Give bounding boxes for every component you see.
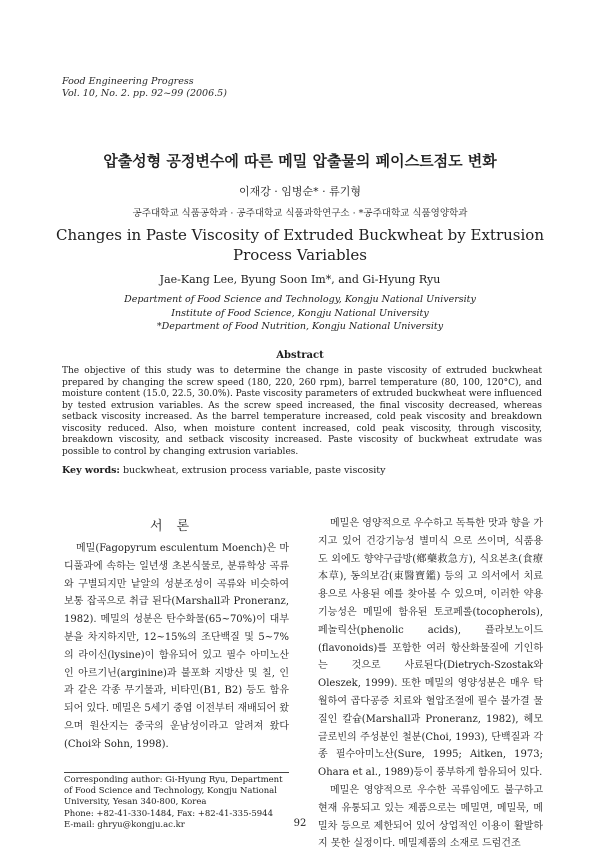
- affiliation-line1: Department of Food Science and Technology, Kongju National University: [124, 294, 476, 305]
- intro-paragraph-1: 메밀(Fagopyrum esculentum Moench)은 마디풀과에 속하는 일년생 초본식물로, 분류학상 곡류와 구별되지만 낱알의 성분조성이 곡류와 비슷하여 보통 잡곡으로 취급 된다(Marshall과 Proneranz, 1982). 메밀의 성분은 탄수화물(65~70%)이 대부분을 차지하지만, 12~15%의 조단백질 및 5~7%의 라이신(lysine)이 함유되어 있고 필수 아미노산인 아르기닌(arginine)과 불포화 지방산 및 칠, 인과 같은 각종 무기물과, 비타민(B1, B2) 등도 함유되어 있다. 메밀은 5세기 중엽 이전부터 재배되어 왔으며 원산지는 중국의 운남성이라고 알려져 왔다(Choi와 Sohn, 1998).: [64, 543, 289, 750]
- keywords-label: Key words:: [62, 465, 120, 476]
- corresponding-author: Corresponding author: Gi-Hyung Ryu, Department of Food Science and Technology, Kongju National University, Yesan 340-800, Korea: [64, 775, 283, 808]
- english-title-line2: Process Variables: [232, 246, 368, 264]
- english-title-line1: Changes in Paste Viscosity of Extruded Buckwheat by Extrusion: [56, 226, 544, 244]
- page-number: 92: [293, 818, 307, 829]
- korean-title: 압출성형 공정변수에 따른 메밀 압출물의 페이스트점도 변화: [103, 152, 497, 170]
- section-heading-introduction: 서론: [149, 519, 204, 534]
- intro-paragraph-2: 메밀은 영양적으로 우수하고 독특한 맛과 향을 가지고 있어 건강기능성 별미식 으로 쓰이며, 식품용도 외에도 향약구급방(鄕藥救急方), 식요본초(食療本草), 동의보감(東醫寶鑑) 등의 고 의서에서 치료용으로 사용된 예를 찾아볼 수 있으며, 이러한 약용기능성은 메밀에 함유된 토코페롤(tocopherols), 페놀릭산(phenolic acids), 플라보노이드(flavonoids)를 포함한 여러 항산화물질에 기인하는 것으로 사료된다(Dietrych-Szostak와 Oleszek, 1999). 또한 메밀의 영양성분은 매우 탁월하여 곱다공증 치료와 혈압조절에 필수 불가결 물질인 칼슘(Marshall과 Proneranz, 1982), 헤모글로빈의 주성분인 철분(Choi, 1993), 단백질과 각종 필수아미노산(Sure, 1995; Aitken, 1973; Ohara et al., 1989)등이 풍부하게 함유되어 있다.: [318, 518, 543, 779]
- keywords: [62, 465, 542, 476]
- abstract-body: The objective of this study was to determine the change in paste viscosity of extruded buckwheat prepared by changing the screw speed (180, 220, 260 rpm), barrel temperature (80, 100, 120°C), and moisture content (15.0, 22.5, 30.0%). Paste viscosity parameters of extruded buckwheat were influenced by tested extrusion variables. As the screw speed increased, the final viscosity decreased, whereas setback viscosity increased. As the barrel temperature increased, cold peak viscosity and breakdown viscosity reduced. Also, when moisture content increased, cold peak viscosity, through viscosity, breakdown viscosity, and setback viscosity increased. Paste viscosity of buckwheat extrudate was possible to control by changing extrusion variables.: [62, 366, 543, 457]
- journal-name: Food Engineering Progress: [62, 76, 194, 87]
- journal-info: [62, 76, 227, 100]
- korean-authors: 이재강 · 임병순* · 류기형: [238, 185, 362, 198]
- english-authors: Jae-Kang Lee, Byung Soon Im*, and Gi-Hyung Ryu: [159, 273, 441, 286]
- keywords-text: buckwheat, extrusion process variable, paste viscosity: [122, 465, 386, 476]
- phone-fax: Phone: +82-41-330-1484, Fax: +82-41-335-5944: [64, 808, 273, 819]
- english-affiliation: [0, 293, 600, 334]
- abstract-heading: Abstract: [276, 350, 324, 361]
- left-column: [64, 540, 289, 754]
- intro-paragraph-3: 메밀은 영양적으로 우수한 곡류임에도 불구하고 현재 유통되고 있는 제품으로는 메밀면, 메밀묵, 메밀차 등으로 제한되어 있어 상업적인 이용이 활발하지 못한 실정이다. 메밀제품의 소재로 드럼건조: [318, 784, 543, 850]
- english-title: [0, 225, 600, 265]
- right-column: [318, 515, 543, 853]
- email: E-mail: ghryu@kongju.ac.kr: [64, 819, 185, 830]
- footnote-divider: [64, 772, 289, 773]
- journal-volume: Vol. 10, No. 2. pp. 92~99 (2006.5): [62, 88, 227, 99]
- korean-affiliation: 공주대학교 식품공학과 · 공주대학교 식품과학연구소 · *공주대학교 식품영양학과: [132, 208, 468, 219]
- affiliation-line3: *Department of Food Nutrition, Kongju National University: [156, 321, 444, 332]
- affiliation-line2: Institute of Food Science, Kongju National University: [171, 307, 429, 319]
